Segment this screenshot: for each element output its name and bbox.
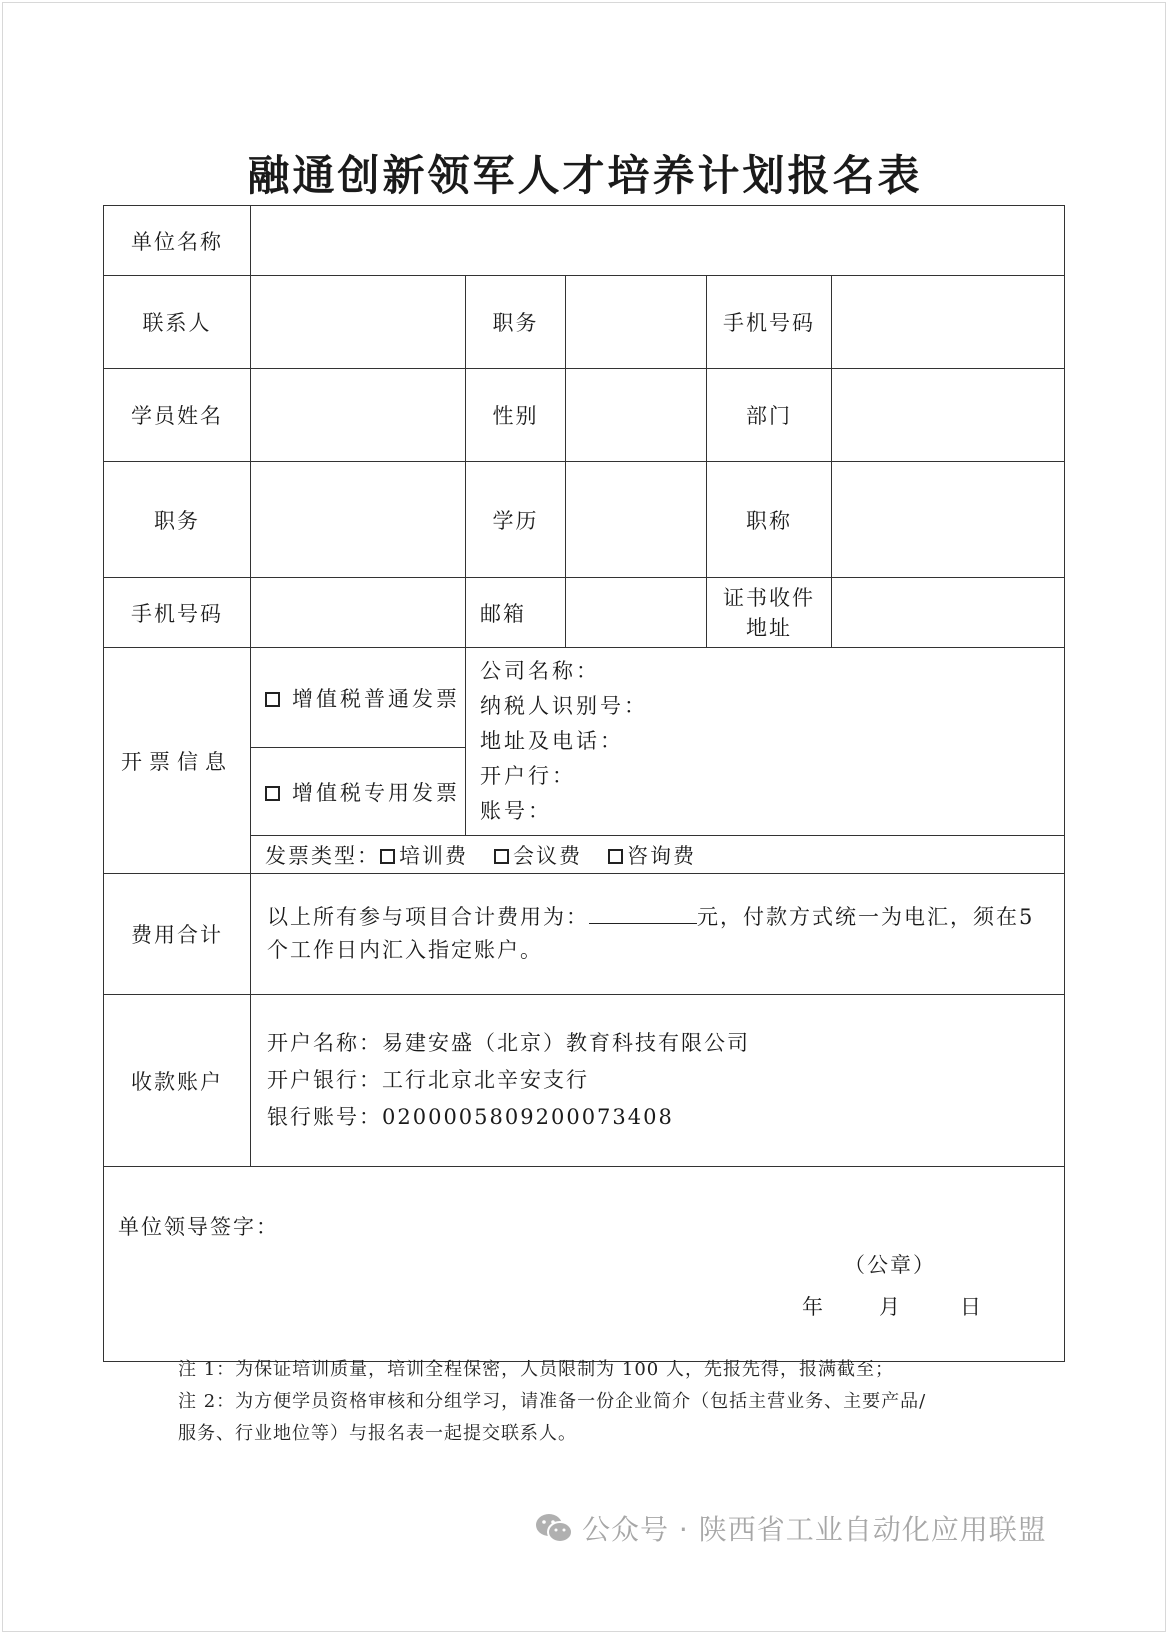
student-position-label: 职务 [104, 462, 251, 578]
watermark [534, 1508, 1047, 1552]
registration-form [103, 205, 1065, 1362]
cert-address-label-line2: 地址 [746, 615, 792, 640]
note-2-line1: 注 2：为方便学员资格审核和分组学习，请准备一份企业简介（包括主营业务、主要产品/ [178, 1391, 927, 1412]
invoice-special-label: 增值税专用发票 [292, 780, 460, 805]
taxpayer-id-label: 纳税人识别号： [480, 694, 648, 718]
gender-field[interactable] [566, 369, 707, 462]
kind-consulting-label: 咨询费 [627, 843, 696, 868]
department-label: 部门 [707, 369, 832, 462]
fee-text-after: 元，付款方式统一为电汇，须在5 个工作日内汇入指定账户。 [267, 905, 1035, 962]
kind-consulting-option[interactable] [608, 844, 696, 868]
email-label: 邮箱 [466, 578, 566, 648]
wechat-icon [534, 1511, 574, 1552]
unit-name-label: 单位名称 [104, 206, 251, 276]
cert-address-field[interactable] [832, 578, 1065, 648]
unit-name-field[interactable] [251, 206, 1065, 276]
kind-consulting-checkbox[interactable] [608, 849, 623, 864]
mobile-label: 手机号码 [707, 276, 832, 369]
account-label: 账号： [480, 799, 552, 823]
invoice-normal-label: 增值税普通发票 [292, 686, 460, 711]
payee-account-info [251, 995, 1065, 1167]
leader-sign-cell[interactable] [104, 1167, 1065, 1362]
leader-sign-label: 单位领导签字： [118, 1215, 279, 1239]
note-2-line2: 服务、行业地位等）与报名表一起提交联系人。 [178, 1423, 577, 1444]
kind-training-checkbox[interactable] [380, 849, 395, 864]
invoice-special-option[interactable] [251, 748, 466, 836]
student-mobile-field[interactable] [251, 578, 466, 648]
invoice-company-info [466, 648, 1065, 836]
fee-text-before: 以上所有参与项目合计费用为： [267, 905, 589, 929]
sign-date [802, 1291, 981, 1321]
note-1: 注 1：为保证培训质量，培训全程保密，人员限制为 100 人，先报先得，报满截至； [178, 1359, 894, 1380]
kind-meeting-label: 会议费 [513, 843, 582, 868]
form-title: 融通创新领军人才培养计划报名表 [247, 151, 923, 200]
day-label: 日 [960, 1295, 981, 1319]
invoice-special-checkbox[interactable] [265, 786, 280, 801]
kind-training-option[interactable] [380, 844, 468, 868]
invoice-kind-label: 发票类型： [265, 843, 380, 868]
position-label: 职务 [466, 276, 566, 369]
account-number: 银行账号：0200005809200073408 [267, 1105, 674, 1129]
student-name-field[interactable] [251, 369, 466, 462]
cert-address-label-line1: 证书收件 [723, 585, 815, 610]
fee-total-text [251, 874, 1065, 995]
cert-address-label [707, 578, 832, 648]
watermark-text: 公众号 · 陕西省工业自动化应用联盟 [582, 1513, 1047, 1546]
student-name-label: 学员姓名 [104, 369, 251, 462]
bank-label: 开户行： [480, 764, 576, 788]
invoice-kind-row [251, 836, 1065, 874]
student-position-field[interactable] [251, 462, 466, 578]
education-field[interactable] [566, 462, 707, 578]
invoice-info-label: 开票信息 [104, 648, 251, 874]
fee-amount-blank[interactable] [589, 903, 697, 924]
job-title-field[interactable] [832, 462, 1065, 578]
payee-account-label: 收款账户 [104, 995, 251, 1167]
month-label: 月 [879, 1295, 900, 1319]
contact-label: 联系人 [104, 276, 251, 369]
kind-meeting-checkbox[interactable] [494, 849, 509, 864]
kind-meeting-option[interactable] [494, 844, 582, 868]
invoice-normal-option[interactable] [251, 648, 466, 748]
student-mobile-label: 手机号码 [104, 578, 251, 648]
email-field[interactable] [566, 578, 707, 648]
gender-label: 性别 [466, 369, 566, 462]
department-field[interactable] [832, 369, 1065, 462]
official-seal-label: （公章） [844, 1253, 936, 1277]
invoice-normal-checkbox[interactable] [265, 692, 280, 707]
contact-field[interactable] [251, 276, 466, 369]
kind-training-label: 培训费 [399, 843, 468, 868]
notes [178, 1354, 926, 1450]
education-label: 学历 [466, 462, 566, 578]
account-name: 开户名称：易建安盛（北京）教育科技有限公司 [267, 1031, 750, 1055]
year-label: 年 [802, 1295, 823, 1319]
fee-total-label: 费用合计 [104, 874, 251, 995]
position-field[interactable] [566, 276, 707, 369]
account-bank: 开户银行：工行北京北辛安支行 [267, 1068, 589, 1092]
job-title-label: 职称 [707, 462, 832, 578]
mobile-field[interactable] [832, 276, 1065, 369]
address-phone-label: 地址及电话： [480, 729, 624, 753]
company-name-label: 公司名称： [480, 659, 600, 683]
